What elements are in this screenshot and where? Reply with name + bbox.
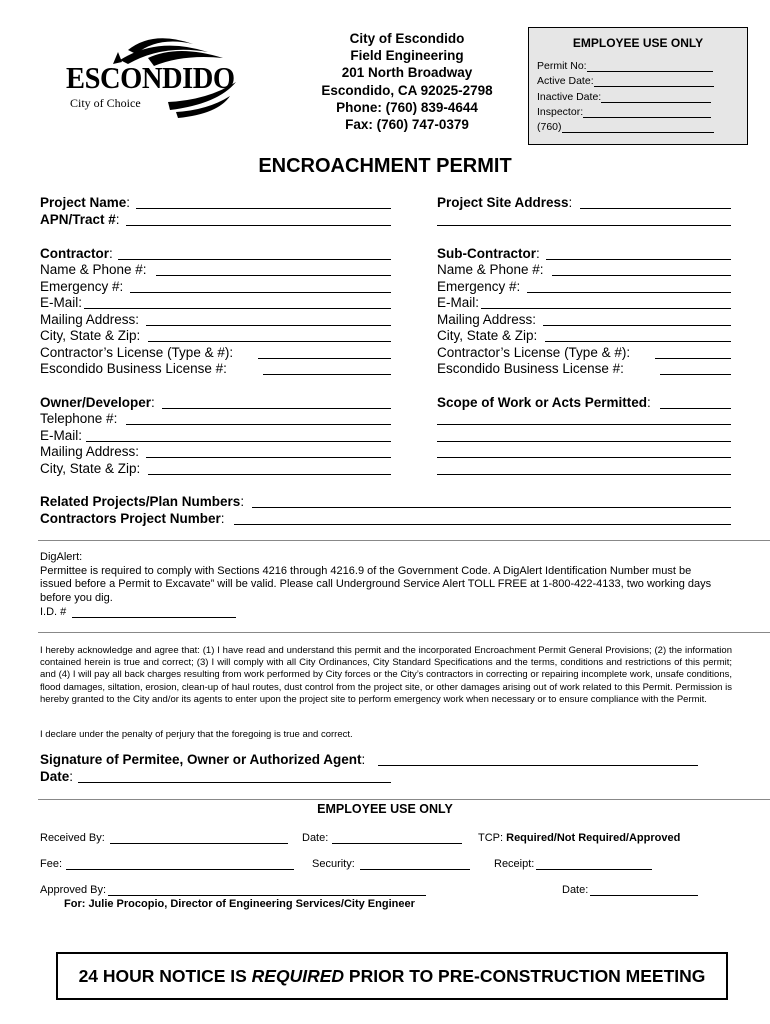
apn-tract-label: APN/Tract # [40, 212, 116, 227]
permit-no-field[interactable] [587, 59, 713, 72]
owner-city-field[interactable] [148, 474, 391, 475]
notice-emphasis: REQUIRED [251, 966, 345, 986]
tcp-value: Required/Not Required/Approved [506, 832, 681, 844]
inactive-date-field[interactable] [601, 90, 711, 103]
owner-city-label: City, State & Zip: [40, 461, 141, 476]
sub-license-label: Contractor’s License (Type & #): [437, 345, 631, 360]
owner-mailing-field[interactable] [146, 457, 391, 458]
receipt-label: Receipt: [494, 858, 535, 870]
sub-name-phone-label: Name & Phone #: [437, 262, 544, 277]
site-address-field-2[interactable] [437, 225, 731, 226]
sub-license-field[interactable] [655, 358, 731, 359]
inspector-label: Inspector: [537, 105, 584, 118]
site-address-field[interactable] [580, 208, 731, 209]
contractor-project-number-label: Contractors Project Number [40, 511, 221, 526]
site-address-label: Project Site Address [437, 195, 569, 210]
divider [38, 632, 770, 633]
city-state-zip: Escondido, CA 92025-2798 [321, 82, 493, 98]
inactive-date-label: Inactive Date: [537, 90, 602, 103]
contractor-mailing-label: Mailing Address: [40, 312, 140, 327]
sub-mailing-field[interactable] [543, 325, 731, 326]
employee-use-box [528, 27, 748, 145]
contractor-business-license-label: Escondido Business License #: [40, 361, 227, 376]
project-name-field[interactable] [136, 208, 391, 209]
city-address-block [292, 30, 522, 133]
notice-part1: 24 HOUR NOTICE IS [78, 966, 252, 986]
approved-date-field[interactable] [590, 895, 698, 896]
owner-field[interactable] [162, 408, 391, 409]
contractor-city-label: City, State & Zip: [40, 328, 141, 343]
inspector-phone-field[interactable] [562, 120, 714, 133]
approved-by-field[interactable] [108, 895, 426, 896]
scope-heading: Scope of Work or Acts Permitted [437, 395, 648, 410]
contractor-field[interactable] [118, 259, 391, 260]
contractor-mailing-field[interactable] [146, 325, 391, 326]
security-field[interactable] [360, 869, 470, 870]
logo-tagline: City of Choice [70, 96, 141, 110]
fee-field[interactable] [66, 869, 294, 870]
signature-field[interactable] [378, 765, 698, 766]
sub-city-label: City, State & Zip: [437, 328, 538, 343]
digalert-section [40, 551, 720, 620]
divider [38, 540, 770, 541]
contractor-project-number-field[interactable] [234, 524, 731, 525]
contractor-emergency-label: Emergency #: [40, 279, 124, 294]
related-projects-label: Related Projects/Plan Numbers [40, 494, 241, 509]
signature-label: Signature of Permitee, Owner or Authorized Agent [40, 752, 362, 767]
signature-date-field[interactable] [78, 782, 391, 783]
scope-field-5[interactable] [437, 474, 731, 475]
sub-name-phone-field[interactable] [552, 275, 731, 276]
subcontractor-field[interactable] [546, 259, 731, 260]
sub-city-field[interactable] [545, 341, 731, 342]
scope-field-1[interactable] [660, 408, 731, 409]
city-name: City of Escondido [349, 31, 465, 46]
department: Field Engineering [350, 48, 464, 64]
receipt-field[interactable] [536, 869, 652, 870]
notice-banner [56, 952, 728, 1000]
owner-email-field[interactable] [86, 441, 391, 442]
sub-email-label: E-Mail: [437, 295, 480, 310]
contractor-license-label: Contractor’s License (Type & #): [40, 345, 234, 360]
project-name-label: Project Name [40, 195, 127, 210]
digalert-id-field[interactable] [72, 617, 236, 618]
fee-label: Fee: [40, 858, 63, 870]
tcp-label: TCP: [478, 832, 507, 844]
apn-tract-field[interactable] [126, 225, 391, 226]
fax: Fax: (760) 747-0379 [345, 117, 469, 133]
active-date-field[interactable] [594, 74, 714, 87]
inspector-phone-label: (760) [537, 121, 562, 134]
related-projects-field[interactable] [252, 507, 731, 508]
contractor-emergency-field[interactable] [130, 292, 391, 293]
contractor-city-field[interactable] [148, 341, 391, 342]
signature-date-label: Date [40, 769, 70, 784]
security-label: Security: [312, 858, 355, 870]
sub-business-license-label: Escondido Business License #: [437, 361, 624, 376]
approved-by-label: Approved By: [40, 884, 107, 896]
contractor-name-phone-label: Name & Phone #: [40, 262, 147, 277]
owner-heading: Owner/Developer [40, 395, 152, 410]
contractor-heading: Contractor [40, 246, 110, 261]
owner-email-label: E-Mail: [40, 428, 83, 443]
contractor-name-phone-field[interactable] [156, 275, 391, 276]
received-by-label: Received By: [40, 832, 105, 844]
subcontractor-heading: Sub-Contractor [437, 246, 536, 261]
received-date-field[interactable] [332, 843, 462, 844]
sub-emergency-label: Emergency #: [437, 279, 521, 294]
owner-telephone-label: Telephone #: [40, 411, 118, 426]
received-by-field[interactable] [110, 843, 288, 844]
digalert-text: Permittee is required to comply with Sections 4216 through 4216.9 of the Government Code. A DigAlert Identification Number must be issued before a Permit to Excavate” will be valid. Please call Underground Service Alert TOLL FREE at 1-800-422-4133, two working days before you dig. [40, 564, 712, 605]
phone: Phone: (760) 839-4644 [336, 99, 478, 115]
sub-emergency-field[interactable] [527, 292, 731, 293]
contractor-business-license-field[interactable] [263, 374, 391, 375]
perjury-statement: I declare under the penalty of perjury that the foregoing is true and correct. [40, 729, 353, 740]
inspector-field[interactable] [583, 105, 711, 118]
logo-name: ESCONDIDO [66, 60, 235, 95]
employee-box-title: EMPLOYEE USE ONLY [572, 36, 704, 50]
scope-field-3[interactable] [437, 441, 731, 442]
approved-date-label: Date: [562, 884, 589, 896]
sub-email-field[interactable] [481, 308, 731, 309]
sub-business-license-field[interactable] [660, 374, 731, 375]
digalert-id-label: I.D. # [40, 605, 67, 618]
owner-telephone-field[interactable] [126, 424, 391, 425]
divider [38, 799, 770, 800]
contractor-email-field[interactable] [84, 308, 391, 309]
permit-no-label: Permit No: [537, 60, 587, 72]
street: 201 North Broadway [341, 65, 473, 81]
owner-mailing-label: Mailing Address: [40, 444, 140, 459]
page-title: ENCROACHMENT PERMIT [258, 155, 512, 177]
notice-part2: PRIOR TO PRE-CONSTRUCTION MEETING [344, 966, 706, 986]
digalert-heading: DigAlert: [40, 551, 83, 563]
sub-mailing-label: Mailing Address: [437, 312, 537, 327]
employee-section-title: EMPLOYEE USE ONLY [317, 802, 453, 816]
scope-field-2[interactable] [437, 424, 731, 425]
approver-title: For: Julie Procopio, Director of Engineering Services/City Engineer [64, 898, 415, 910]
contractor-email-label: E-Mail: [40, 295, 83, 310]
contractor-license-field[interactable] [258, 358, 391, 359]
city-logo [58, 22, 243, 122]
acknowledgement-text: I hereby acknowledge and agree that: (1) I have read and understand this permit and the incorporated Encroachment Permit General Provisions; (2) the information contained herein is true and correct; (3) I will comply with all City Ordinances, City Standard Specifications and the terms, conditions and restrictions of this permit; and (4) I will pay all back charges resulting from work performed by City forces or the City’s contractors in correcting or repairing incomplete work, unsafe conditions, flood damages, siltation, erosion, clean-up of haul routes, dust control from the project site, or other damages arising out of work related to this Permit. Permission is hereby granted to the City and/or its agents to enter upon the project site to perform emergency work when necessary or to ensure compliance with the Permit. [40, 645, 732, 705]
scope-field-4[interactable] [437, 457, 731, 458]
active-date-label: Active Date: [537, 75, 594, 88]
received-date-label: Date: [302, 832, 329, 844]
